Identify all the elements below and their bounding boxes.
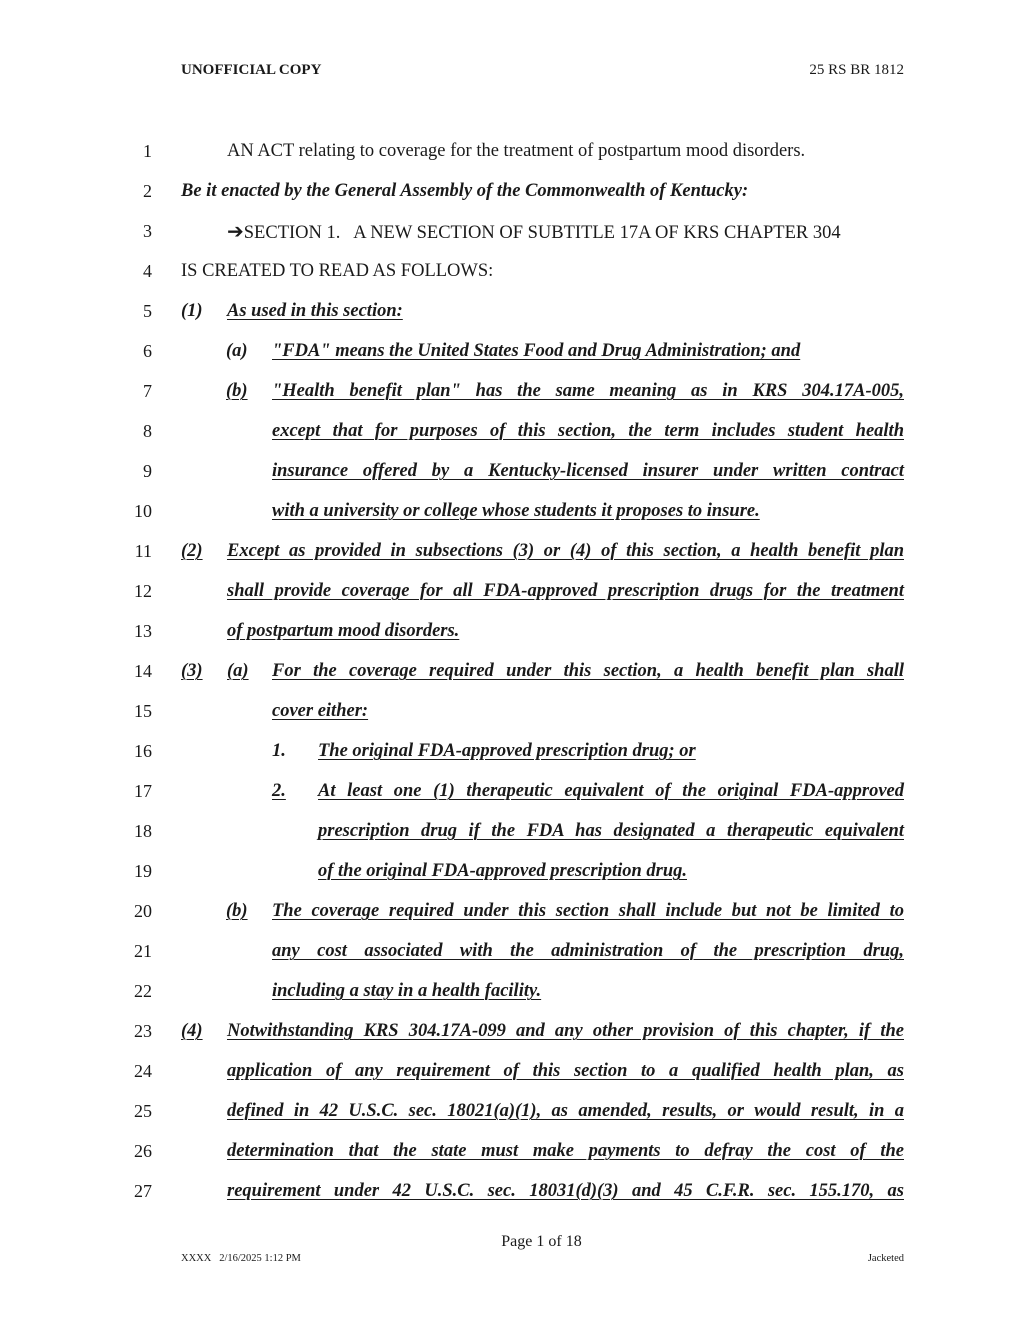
paragraph-label: (b) — [226, 381, 248, 401]
line-3 — [181, 219, 904, 245]
paragraph-label: (a) — [227, 661, 249, 681]
line-15-text: cover either: — [272, 701, 369, 721]
line-number: 13 — [134, 621, 152, 641]
line-22 — [181, 979, 904, 1003]
line-number: 16 — [134, 741, 152, 761]
line-14-text: For the coverage required under this section, a health benefit plan shall — [272, 661, 904, 681]
line-18 — [181, 819, 904, 843]
line-5 — [181, 299, 904, 323]
line-11-text: Except as provided in subsections (3) or (4) of this section, a health benefit plan — [227, 541, 904, 561]
line-number: 21 — [134, 941, 152, 961]
line-7 — [181, 379, 904, 403]
line-number: 19 — [134, 861, 152, 881]
line-number: 12 — [134, 581, 152, 601]
line-19-text: of the original FDA-approved prescription drug. — [318, 861, 687, 881]
footer-timestamp: XXXX 2/16/2025 1:12 PM — [181, 1253, 301, 1264]
line-17-text: At least one (1) therapeutic equivalent of the original FDA-approved — [318, 781, 904, 801]
line-8 — [181, 419, 904, 443]
line-19 — [181, 859, 904, 883]
line-1 — [181, 139, 904, 163]
subparagraph-label: 1. — [272, 741, 286, 761]
line-12 — [181, 579, 904, 603]
line-number: 23 — [134, 1021, 152, 1041]
line-6-text: "FDA" means the United States Food and Drug Administration; and — [272, 341, 801, 361]
line-26-text: determination that the state must make payments to defray the cost of the — [227, 1141, 904, 1161]
line-2 — [181, 179, 904, 203]
line-27 — [181, 1179, 904, 1203]
line-number: 7 — [143, 381, 152, 401]
line-15 — [181, 699, 904, 723]
line-number: 17 — [134, 781, 152, 801]
line-24 — [181, 1059, 904, 1083]
line-16-text: The original FDA-approved prescription drug; or — [318, 741, 696, 761]
line-24-text: application of any requirement of this section to a qualified health plan, as — [227, 1061, 904, 1081]
page-number: Page 1 of 18 — [501, 1233, 582, 1250]
line-number: 6 — [143, 341, 152, 361]
line-13 — [181, 619, 904, 643]
line-number: 5 — [143, 301, 152, 321]
line-number: 22 — [134, 981, 152, 1001]
line-1-text: AN ACT relating to coverage for the treatment of postpartum mood disorders. — [227, 141, 806, 161]
subsection-label: (2) — [181, 541, 203, 561]
subsection-label: (1) — [181, 301, 203, 321]
line-number: 18 — [134, 821, 152, 841]
line-16 — [181, 739, 904, 763]
line-9 — [181, 459, 904, 483]
header-right: 25 RS BR 1812 — [809, 62, 904, 78]
paragraph-label: (b) — [226, 901, 248, 921]
line-7-text: "Health benefit plan" has the same meaning as in KRS 304.17A-005, — [272, 381, 904, 401]
line-17 — [181, 779, 904, 803]
subsection-label: (3) — [181, 661, 203, 681]
line-12-text: shall provide coverage for all FDA-approved prescription drugs for the treatment — [227, 581, 904, 601]
line-9-text: insurance offered by a Kentucky-licensed insurer under written contract — [272, 461, 904, 481]
line-11 — [181, 539, 904, 563]
line-27-text: requirement under 42 U.S.C. sec. 18031(d)(3) and 45 C.F.R. sec. 155.170, as — [227, 1181, 904, 1201]
line-18-text: prescription drug if the FDA has designated a therapeutic equivalent — [318, 821, 904, 841]
line-23-text: Notwithstanding KRS 304.17A-099 and any other provision of this chapter, if the — [227, 1021, 904, 1041]
line-number: 10 — [134, 501, 152, 521]
line-20-text: The coverage required under this section shall include but not be limited to — [272, 901, 904, 921]
line-number: 14 — [134, 661, 152, 681]
line-26 — [181, 1139, 904, 1163]
header-left: UNOFFICIAL COPY — [181, 62, 322, 78]
line-number: 25 — [134, 1101, 152, 1121]
line-20 — [181, 899, 904, 923]
section-heading-cont: IS CREATED TO READ AS FOLLOWS: — [181, 261, 494, 281]
line-4 — [181, 259, 904, 283]
section-heading: SECTION 1. A NEW SECTION OF SUBTITLE 17A OF KRS CHAPTER 304 — [243, 223, 841, 243]
line-number: 2 — [143, 181, 152, 201]
line-10 — [181, 499, 904, 523]
line-25 — [181, 1099, 904, 1123]
line-number: 26 — [134, 1141, 152, 1161]
line-14 — [181, 659, 904, 683]
line-25-text: defined in 42 U.S.C. sec. 18021(a)(1), as amended, results, or would result, in a — [227, 1101, 904, 1121]
line-23 — [181, 1019, 904, 1043]
line-5-text: As used in this section: — [227, 301, 403, 321]
line-13-text: of postpartum mood disorders. — [227, 621, 460, 641]
subparagraph-label: 2. — [272, 781, 286, 801]
section-arrow-icon: ➔ — [227, 219, 244, 243]
line-21-text: any cost associated with the administration of the prescription drug, — [272, 941, 904, 961]
paragraph-label: (a) — [226, 341, 248, 361]
line-22-text: including a stay in a health facility. — [272, 981, 542, 1001]
line-number: 3 — [143, 221, 152, 241]
line-10-text: with a university or college whose students it proposes to insure. — [272, 501, 760, 521]
line-6 — [181, 339, 904, 363]
footer-status: Jacketed — [867, 1253, 904, 1264]
line-8-text: except that for purposes of this section, the term includes student health — [272, 421, 904, 441]
line-number: 4 — [143, 261, 152, 281]
line-number: 20 — [134, 901, 152, 921]
enacting-clause: Be it enacted by the General Assembly of the Commonwealth of Kentucky: — [181, 181, 749, 201]
line-number: 27 — [134, 1181, 152, 1201]
line-number: 9 — [143, 461, 152, 481]
line-number: 15 — [134, 701, 152, 721]
line-number: 11 — [134, 541, 152, 561]
line-number: 24 — [134, 1061, 152, 1081]
line-number: 1 — [143, 141, 152, 161]
line-number: 8 — [143, 421, 152, 441]
line-21 — [181, 939, 904, 963]
subsection-label: (4) — [181, 1021, 203, 1041]
